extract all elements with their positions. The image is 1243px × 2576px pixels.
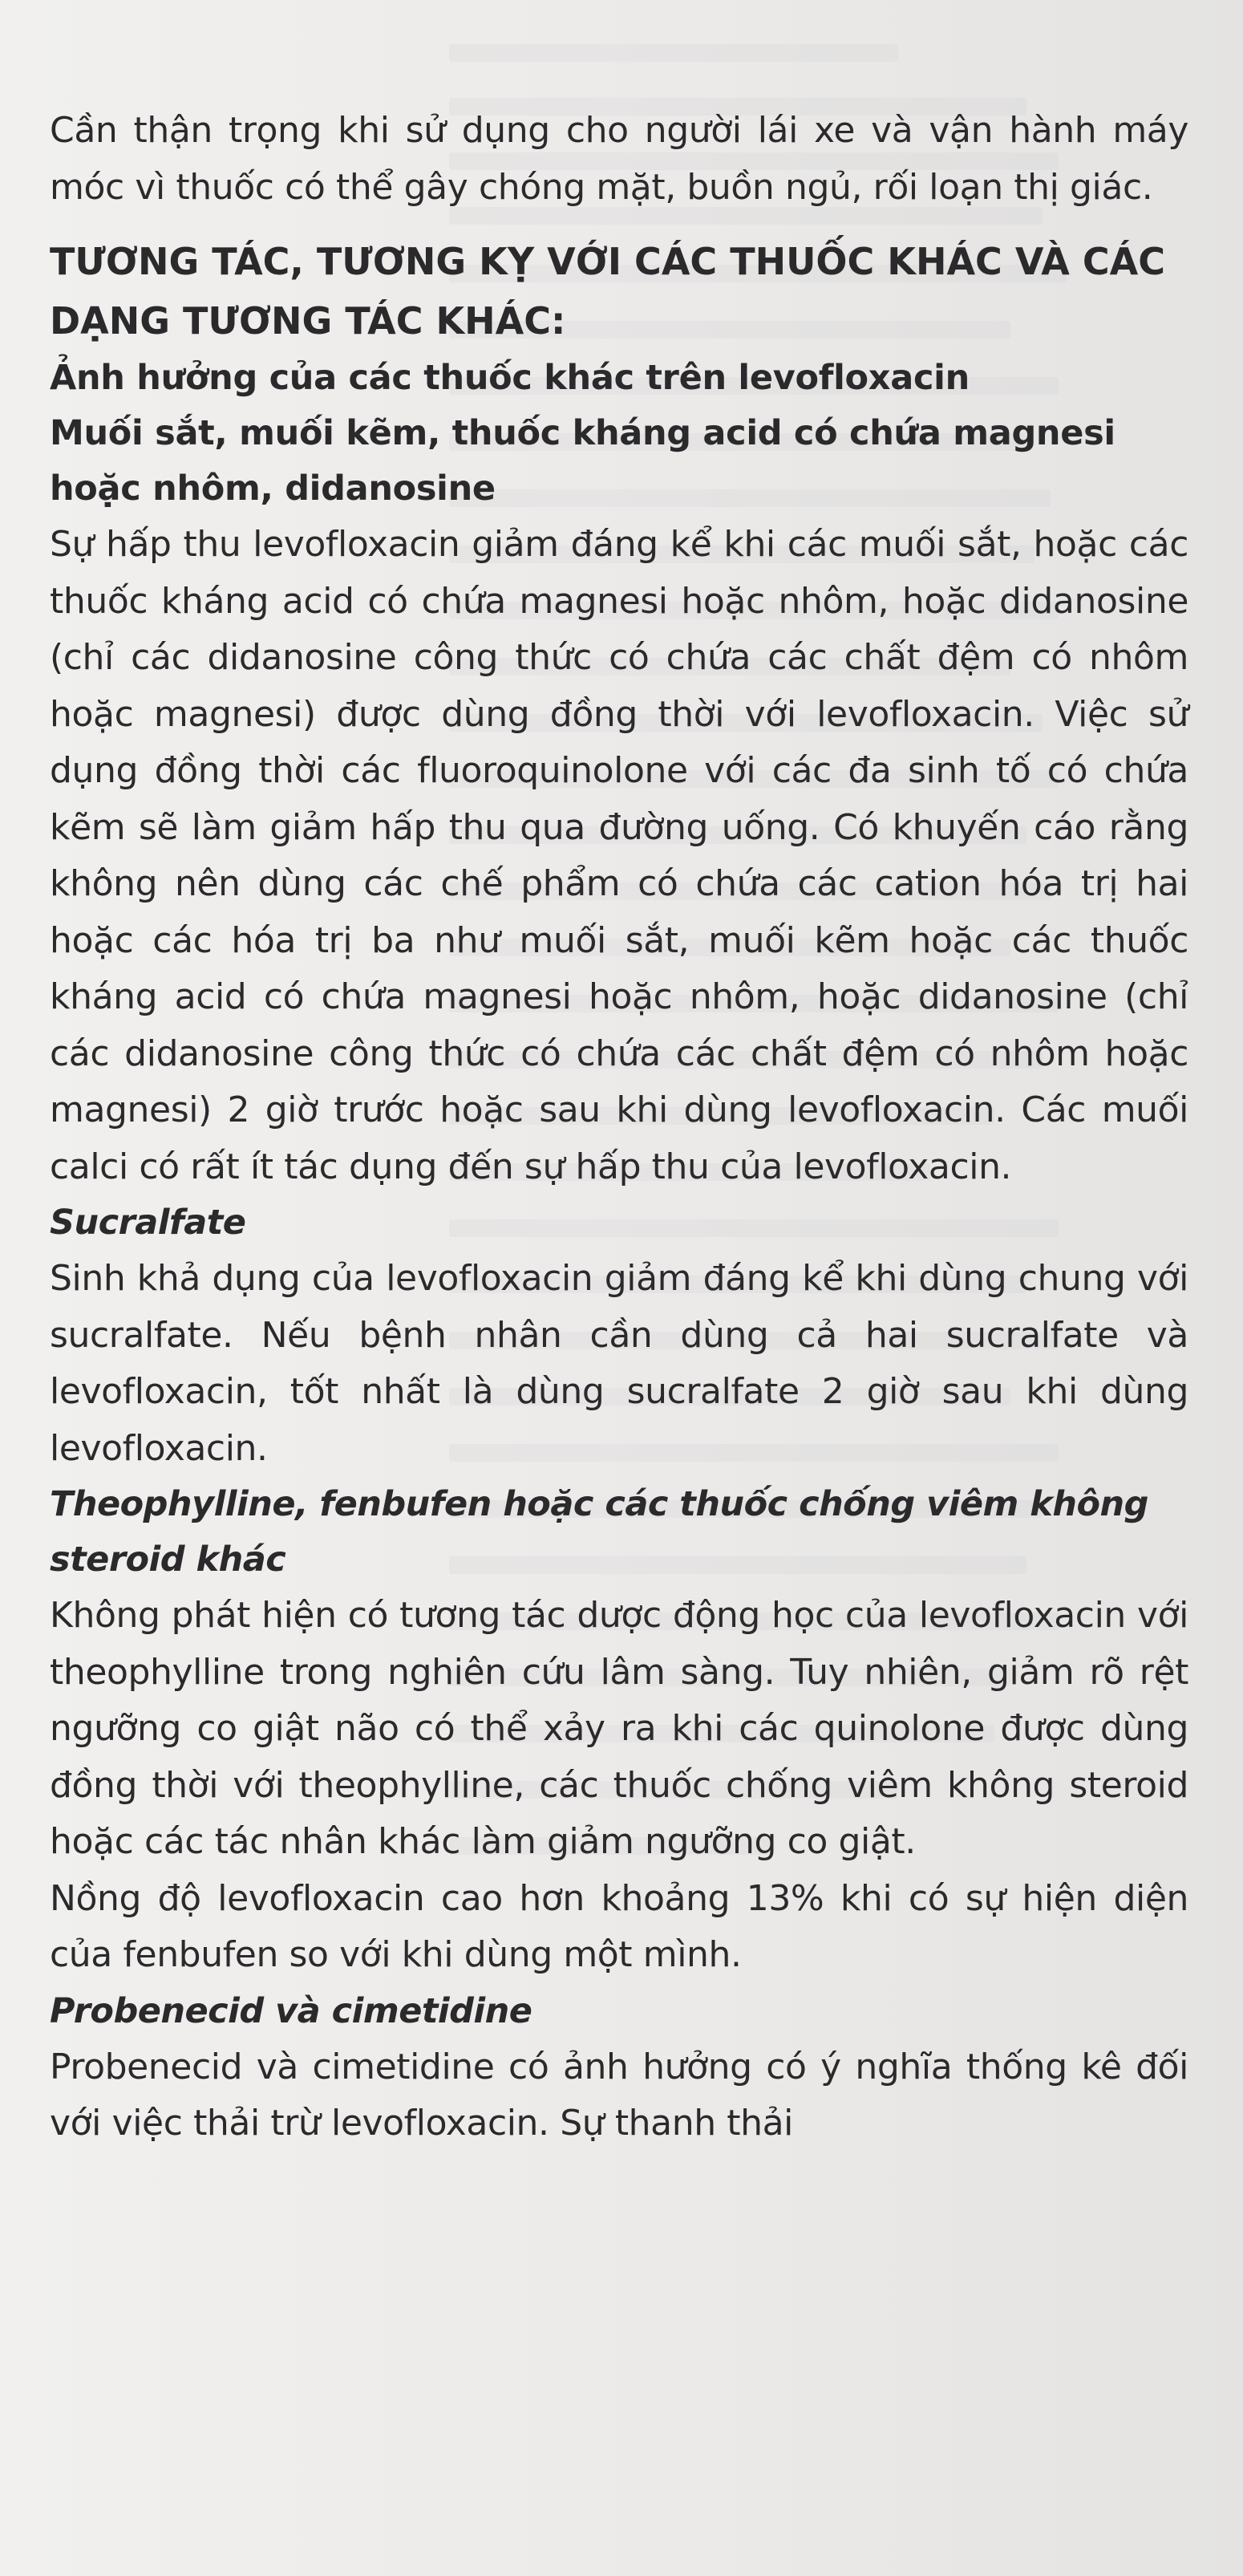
- paragraph-absorption: Sự hấp thu levofloxacin giảm đáng kể khi các muối sắt, hoặc các thuốc kháng acid có chứa magnesi hoặc nhôm, hoặc didanosine (chỉ các didanosine công thức có chứa các chất đệm có nhôm hoặc magnesi) được dùng đồng thời với levofloxacin. Việc sử dụng đồng thời các fluoroquinolone với các đa sinh tố có chứa kẽm sẽ làm giảm hấp thu qua đường uống. Có khuyến cáo rằng không nên dùng các chế phẩm có chứa các cation hóa trị hai hoặc các hóa trị ba như muối sắt, muối kẽm hoặc các thuốc kháng acid có chứa magnesi hoặc nhôm, hoặc didanosine (chỉ các didanosine công thức có chứa các chất đệm có nhôm hoặc magnesi) 2 giờ trước hoặc sau khi dùng levofloxacin. Các muối calci có rất ít tác dụng đến sự hấp thu của levofloxacin.: [50, 524, 1188, 1187]
- section-heading-interactions: TƯƠNG TÁC, TƯƠNG KỴ VỚI CÁC THUỐC KHÁC VÀ CÁC DẠNG TƯƠNG TÁC KHÁC:: [50, 240, 1166, 343]
- heading-probenecid: Probenecid và cimetidine: [50, 1990, 532, 2031]
- paragraph-theophylline: Không phát hiện có tương tác dược động học của levofloxacin với theophylline trong nghiên cứu lâm sàng. Tuy nhiên, giảm rõ rệt ngưỡng co giật não có thể xảy ra khi các quinolone được dùng đồng thời với theophylline, các thuốc chống viêm không steroid hoặc các tác nhân khác làm giảm ngưỡng co giật.: [50, 1595, 1188, 1862]
- paragraph-fenbufen: Nồng độ levofloxacin cao hơn khoảng 13% khi có sự hiện diện của fenbufen so với khi dùng một mình.: [50, 1877, 1188, 1975]
- document-content: [50, 103, 1188, 2152]
- paragraph-probenecid: Probenecid và cimetidine có ảnh hưởng có ý nghĩa thống kê đối với việc thải trừ levofloxacin. Sự thanh thải: [50, 2046, 1188, 2144]
- paragraph-driving-caution: Cần thận trọng khi sử dụng cho người lái xe và vận hành máy móc vì thuốc có thể gây chóng mặt, buồn ngủ, rối loạn thị giác.: [50, 110, 1188, 208]
- subheading-effects-of-other-drugs: Ảnh hưởng của các thuốc khác trên levofloxacin: [50, 358, 970, 398]
- heading-theophylline: Theophylline, fenbufen hoặc các thuốc chống viêm không steroid khác: [50, 1484, 1148, 1580]
- heading-sucralfate: Sucralfate: [50, 1203, 246, 1243]
- subheading-iron-zinc-antacids: Muối sắt, muối kẽm, thuốc kháng acid có chứa magnesi hoặc nhôm, didanosine: [50, 413, 1115, 509]
- paragraph-sucralfate: Sinh khả dụng của levofloxacin giảm đáng kể khi dùng chung với sucralfate. Nếu bệnh nhân cần dùng cả hai sucralfate và levofloxacin, tốt nhất là dùng sucralfate 2 giờ sau khi dùng levofloxacin.: [50, 1258, 1188, 1469]
